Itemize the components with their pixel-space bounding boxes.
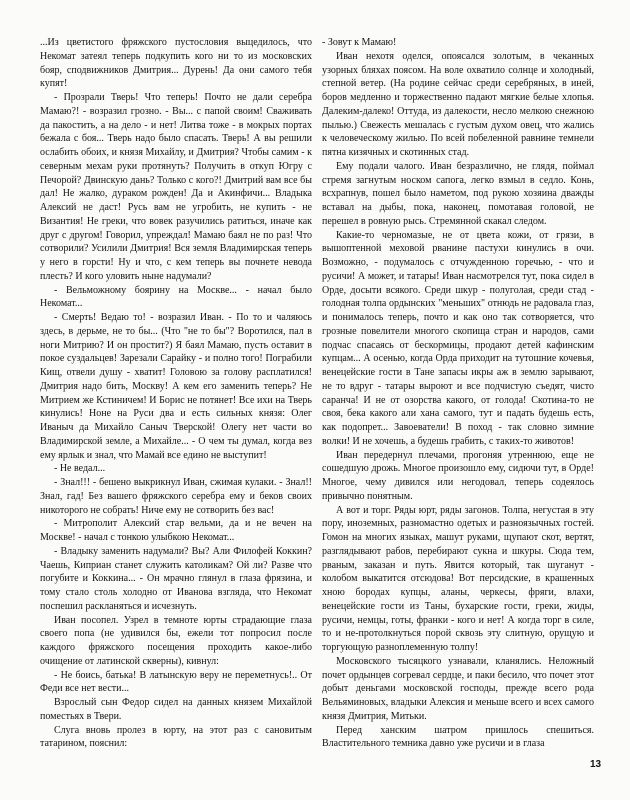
paragraph: - Не ведал... bbox=[54, 463, 106, 475]
paragraph: Слуга вновь пролез в юрту, на этот раз с сановитым татарином, пояснил: bbox=[40, 724, 312, 750]
paragraph: - Не боись, батька! В латынскую веру не переметнусь!.. От Феди все нет вести... bbox=[40, 669, 312, 695]
paragraph: - Прозрали Тверь! Что теперь! Почто не дали серебра Мамаю?! - возразил грозно. - Вы... с папой своим! Сваживать да пакостить, а на дело - и нет! Литва тоже - в мокрых портах бежала с боя... Тверь надо было спасать. Тверь! А вы решили ослабить обоих, и князя Михайлу, и Дмитрия? Чтобы самим - к северным мехам руки протянуть? Получить в откуп Югру с Печорой? Двинскую дань? Только с кого?! Дмитрий вам все бы дал! Не жалко, дураком рожден! Да и Акинфичи... Владыка Алексий не даст! Русь вам не угробить, не купить - не Византия! Не греки, что вовек разучились ратиться, иначе как друг с другом! Говорил, упреждал! Мамаю баял не по раз! Что сотворили? Усилили Дмитрия! Вся земля Владимирская теперь у него в горсти! Ну и что, с кем теперь вы почнете невода плесть? И кого уловить ныне надумали? bbox=[40, 92, 312, 282]
page-number: 13 bbox=[590, 759, 602, 770]
paragraph: Иван передернул плечами, прогоняя утреннюю, еще не сошедшую дрожь. Многое произошло ему, сидючи тут, в Орде! Многое, чему дивился или негодовал, теперь содеялось привычно понятным. bbox=[322, 449, 594, 502]
paragraph: - Вельможному боярину на Москве... - начал было Некомат... bbox=[40, 284, 312, 310]
paragraph: Перед ханским шатром пришлось спешиться. Властительного темника давно уже русичи и в глаза bbox=[322, 724, 594, 750]
paragraph: ...Из цветистого фряжского пустословия выцедилось, что Некомат затеял теперь подкупить кого ни то из московских бояр, сподвижников Дмитрия... Дурень! Да они самого тебя купят! bbox=[40, 37, 312, 90]
paragraph: Иван посопел. Узрел в темноте юрты страдающие глаза своего попа (не удивился бы, ежели тот попросил после каждого фряжского посещения проходить какое-либо очищение от латинской скверны), кивнул: bbox=[40, 614, 312, 667]
paragraph: - Зовут к Мамаю! bbox=[322, 37, 397, 48]
paragraph: Ему подали чалого. Иван безразлично, не глядя, поймал стремя загнутым носком сапога, легко взмыл в седло. Конь, всхрапнув, пошел было наметом, под рукою хозяина дважды вставал на дыбы, пока, наконец, помотавая головой, не перешел в ровную рысь. Стремянной скакал следом. bbox=[322, 160, 594, 227]
paragraph: Взрослый сын Федор сидел на данных князем Михайлой поместьях в Твери. bbox=[40, 697, 312, 722]
right-text-column bbox=[322, 36, 594, 751]
paragraph: - Владыку заменить надумали? Вы? Али Филофей Коккин? Чаешь, Киприан станет служить католикам? Ой ли? Разве что погубите и Коккина... - Он мрачно глянул в глаза фрязина, и тому стало столь холодно от Иванова взгляда, что Некомат поспешил раскланяться и исчезнуть. bbox=[40, 545, 312, 612]
left-text-column bbox=[40, 36, 312, 751]
paragraph: - Знал!!! - бешено выкрикнул Иван, сжимая кулаки. - Знал!! Знал, гад! Без вашего фряжского серебра ему и беков своих никоторого не собрать! Ниче ему не сотворить без вас! bbox=[40, 477, 312, 516]
paragraph: Московского тысяцкого узнавали, кланялись. Неложный почет ордынцев согревал сердце, и паки бесило, что почет этот добыт деньгами московской господы, прежде всего рода Вельяминовых, владыки Алексия и меньше всего и всех самого князя Дмитрия, Митьки. bbox=[322, 655, 594, 722]
paragraph: Иван нехотя оделся, опоясался золотым, в чеканных узорных бляхах поясом. На воле охватило солнце и холодный, степной ветер. (На родине сейчас среди серебряных, в иней, боров медленно и торжественно падают мягкие белые хлопья. Далеким-далеко! Оттуда, из далекости, несло мелкою снежною пылью.) Свежесть мешалась с густым духом овец, что жались к человеческому жилью. По всей побеленной равнине темнели пятна кизячных и скотинных стад. bbox=[322, 50, 594, 158]
paragraph: - Смерть! Ведаю то! - возразил Иван. - По то и чаляюсь здесь, в дерьме, не то бы... (Что "не то бы"? Воротился, пал в ноги Митрию? И он простит?) Я баял Мамаю, пусть оставит в покое суздальцев! Зарезали Сарайку - и полно того! Пограбили Кищ, отвели душу - хватит! Головою за голову расплатился! Дмитрия надо бить, Москву! А кем его заменить теперь? Не Митрием же Кстиничем! И Борис не потянет! Все ихи на Тверь кинулись! Ноне на Руси два и есть сильных князя: Олег Иваныч да Михайло Саныч Тверской! Олегу нет части во Владимирской земле, а Михайле... - О чем ты думал, когда вез ему ярлык и знал, что Мамай все едино не выступит! bbox=[40, 312, 312, 461]
paragraph: - Митрополит Алексий стар вельми, да и не вечен на Москве! - начал с тонкою улыбкою Некомат... bbox=[40, 518, 312, 543]
paragraph: А вот и торг. Ряды юрт, ряды загонов. Толпа, негустая в эту пору, иноземных, разномастно одетых и разноязычных гостей. Гомон на многих языках, машут руками, щупают скот, вертят, разглядывают рабов, перебирают сукна и шкуры. Сюда тем, рваным, заказан и путь. Явится который, так шуганут - колобом выкатится отсюдова! Вот персидские, в крашенных хною бородах купцы, аланы, черкесы, фряги, влахи, венецейские гости из Таны, бухарские гости, греки, жиды, русичи, немцы, готы, франки - кого и нет! А когда торг в силе, то и не-протолкнуться порой сквозь эту слитную, орущую и торгующую разноплеменную толпу! bbox=[322, 504, 594, 653]
paragraph: Какие-то черномазые, не от цвета кожи, от грязи, в вышоптенной меховой рванине пастухи кинулись в очи. Возможно, - подумалось с отчужденною горечью, - что и русичи! А может, и татары! Иван насмотрелся тут, пока сидел в Орде, досыти всякого. Среди шкур - полуголая, среди стад - голодная толпа ордынских "меньших" отнюдь не радовала глаз, и понималось теперь, почто и как оно так сотворяется, что грозные повелители многого скопища стран и народов, сами подчас спасаясь от бескормицы, продают детей кафинским купцам... А осенью, когда Орда приходит на тутошние кочевья, венецейские гости в Тане запасы икры аж в землю зарывают, не то вдруг - татары выроют и все подчистую съедят, чисто саранча! И не от озорства какого, от голода! Скотина-то не своя, бека какого али хана самого, тут и падать будешь есть, как подопрет... Завоеватели! В поход - так словно зимние волки! И не хочешь, а будешь грабить, с таких-то животов! bbox=[322, 229, 594, 447]
